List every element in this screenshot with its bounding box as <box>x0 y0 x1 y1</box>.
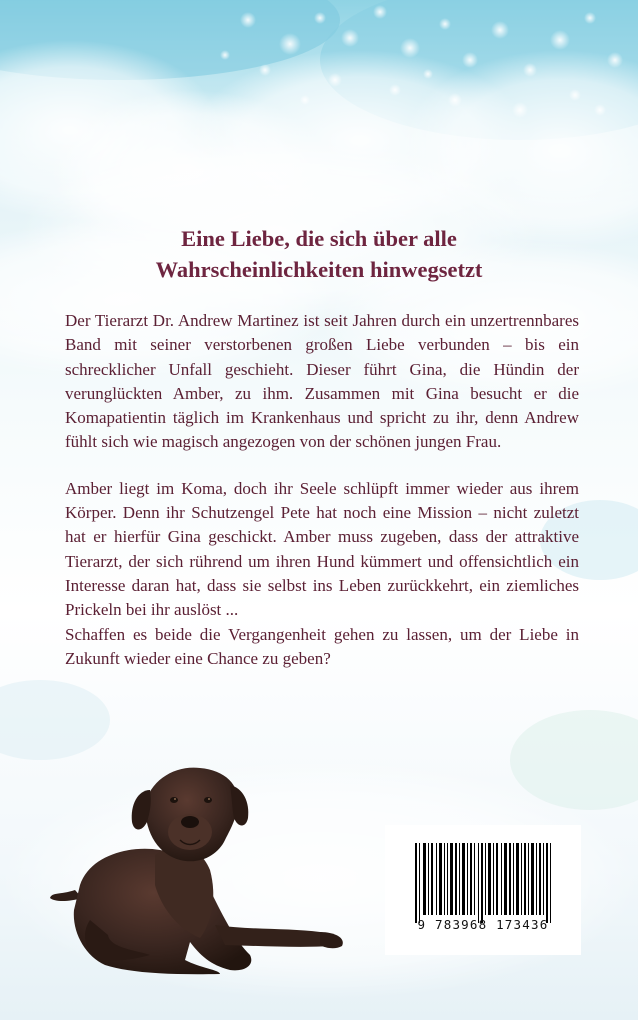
headline <box>60 223 578 285</box>
barcode-panel <box>385 825 581 955</box>
blurb <box>65 309 579 671</box>
labrador-dog-image <box>50 760 350 975</box>
blurb-paragraph-1: Der Tierarzt Dr. Andrew Martinez ist seit Jahren durch ein unzertrennbares Band mit seiner verstorbenen großen Liebe verbunden – bis ein schrecklicher Unfall geschieht. Dieser führt Gina, die Hündin der verunglückten Amber, zu ihm. Zusammen mit Gina besucht er die Komapatientin täglich im Krankenhaus und spricht zu ihr, denn Andrew fühlt sich wie magisch angezogen von der schönen jungen Frau. <box>65 311 579 452</box>
blurb-paragraph-3: Schaffen es beide die Vergangenheit gehen zu lassen, um der Liebe in Zukunft wieder eine Chance zu geben? <box>65 624 579 668</box>
headline-line-1: Eine Liebe, die sich über alle <box>181 226 457 251</box>
blurb-paragraph-2: Amber liegt im Koma, doch ihr Seele schlüpft immer wieder aus ihrem Körper. Denn ihr Schutzengel Pete hat noch eine Mission – nicht zuletzt hat er hierfür Gina geschickt. Amber muss zugeben, dass der attraktive Tierarzt, der sich rührend um ihren Hund kümmert und offensichtlich ein Interesse daran hat, dass sie selbst ins Leben zurückkehrt, ein ziemliches Prickeln bei ihr auslöst ... <box>65 478 579 620</box>
isbn-number: 9 783968 173436 <box>417 917 549 932</box>
headline-line-2: Wahrscheinlichkeiten hinwegsetzt <box>155 257 483 282</box>
